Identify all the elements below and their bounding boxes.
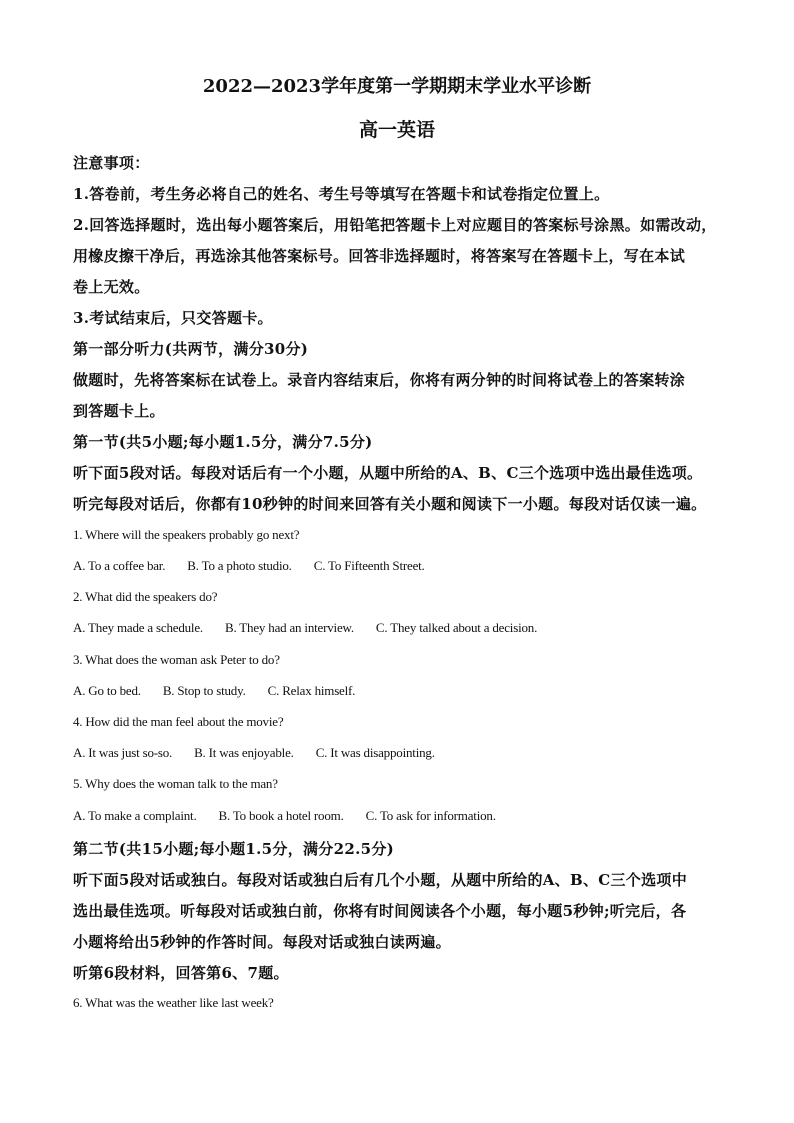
section2-intro-line-3: 小题将给出5秒钟的作答时间。每段对话或独白读两遍。 [73, 933, 451, 951]
question-2-stem: 2. What did the speakers do? [73, 589, 218, 604]
question-5-options [73, 808, 724, 824]
question-4-option-c: C. It was disappointing. [315, 745, 435, 760]
question-2-option-c: C. They talked about a decision. [375, 620, 538, 635]
question-4-option-a: A. It was just so-so. [73, 745, 173, 760]
part1-heading: 第一部分听力(共两节，满分30分) [73, 340, 309, 358]
question-4-stem: 4. How did the man feel about the movie? [73, 714, 284, 729]
question-3-stem: 3. What does the woman ask Peter to do? [73, 652, 280, 667]
question-1-option-b: B. To a photo studio. [187, 558, 292, 573]
question-2-option-b: B. They had an interview. [224, 620, 354, 635]
question-3-option-a: A. Go to bed. [73, 683, 141, 698]
notice-item-2-line-3: 卷上无效。 [73, 278, 150, 296]
section1-intro-line-1: 听下面5段对话。每段对话后有一个小题，从题中所给的A、B、C三个选项中选出最佳选项。 [73, 464, 703, 482]
notice-heading: 注意事项： [73, 154, 150, 172]
question-4-option-b: B. It was enjoyable. [194, 745, 294, 760]
question-4-options [73, 745, 724, 761]
question-5-option-c: C. To ask for information. [365, 808, 496, 823]
question-1-options [73, 558, 724, 574]
section1-intro-line-2: 听完每段对话后，你都有10秒钟的时间来回答有关小题和阅读下一小题。每段对话仅读一遍。 [73, 495, 707, 513]
notice-item-2-line-1: 2.回答选择题时，选出每小题答案后，用铅笔把答题卡上对应题目的答案标号涂黑。如需改动， [73, 216, 717, 234]
question-1-stem: 1. Where will the speakers probably go next? [73, 527, 300, 542]
question-2-option-a: A. They made a schedule. [73, 620, 203, 635]
notice-item-1: 1.答卷前，考生务必将自己的姓名、考生号等填写在答题卡和试卷指定位置上。 [73, 185, 610, 203]
notice-item-3: 3.考试结束后，只交答题卡。 [73, 309, 273, 327]
question-6-stem: 6. What was the weather like last week? [73, 995, 274, 1010]
question-1-option-c: C. To Fifteenth Street. [313, 558, 425, 573]
question-3-option-c: C. Relax himself. [267, 683, 356, 698]
section2-intro-line-2: 选出最佳选项。听每段对话或独白前，你将有时间阅读各个小题，每小题5秒钟;听完后，各 [73, 902, 687, 920]
material-6-instruction: 听第6段材料，回答第6、7题。 [73, 964, 289, 982]
question-5-option-b: B. To book a hotel room. [218, 808, 344, 823]
question-3-option-b: B. Stop to study. [162, 683, 246, 698]
section1-heading: 第一节(共5小题;每小题1.5分，满分7.5分) [73, 433, 373, 451]
question-5-stem: 5. Why does the woman talk to the man? [73, 776, 278, 791]
question-3-options [73, 683, 724, 699]
part1-intro-line-1: 做题时，先将答案标在试卷上。录音内容结束后，你将有两分钟的时间将试卷上的答案转涂 [73, 371, 686, 389]
section2-intro-line-1: 听下面5段对话或独白。每段对话或独白后有几个小题，从题中所给的A、B、C三个选项中 [73, 871, 687, 889]
notice-item-2-line-2: 用橡皮擦干净后，再选涂其他答案标号。回答非选择题时，将答案写在答题卡上，写在本试 [73, 247, 686, 265]
part1-intro-line-2: 到答题卡上。 [73, 402, 165, 420]
exam-title: 2022—2023学年度第一学期期末学业水平诊断 [202, 76, 592, 97]
question-1-option-a: A. To a coffee bar. [73, 558, 166, 573]
question-5-option-a: A. To make a complaint. [73, 808, 197, 823]
exam-subject: 高一英语 [358, 119, 435, 141]
question-2-options [73, 620, 724, 636]
section2-heading: 第二节(共15小题;每小题1.5分，满分22.5分) [73, 840, 395, 858]
